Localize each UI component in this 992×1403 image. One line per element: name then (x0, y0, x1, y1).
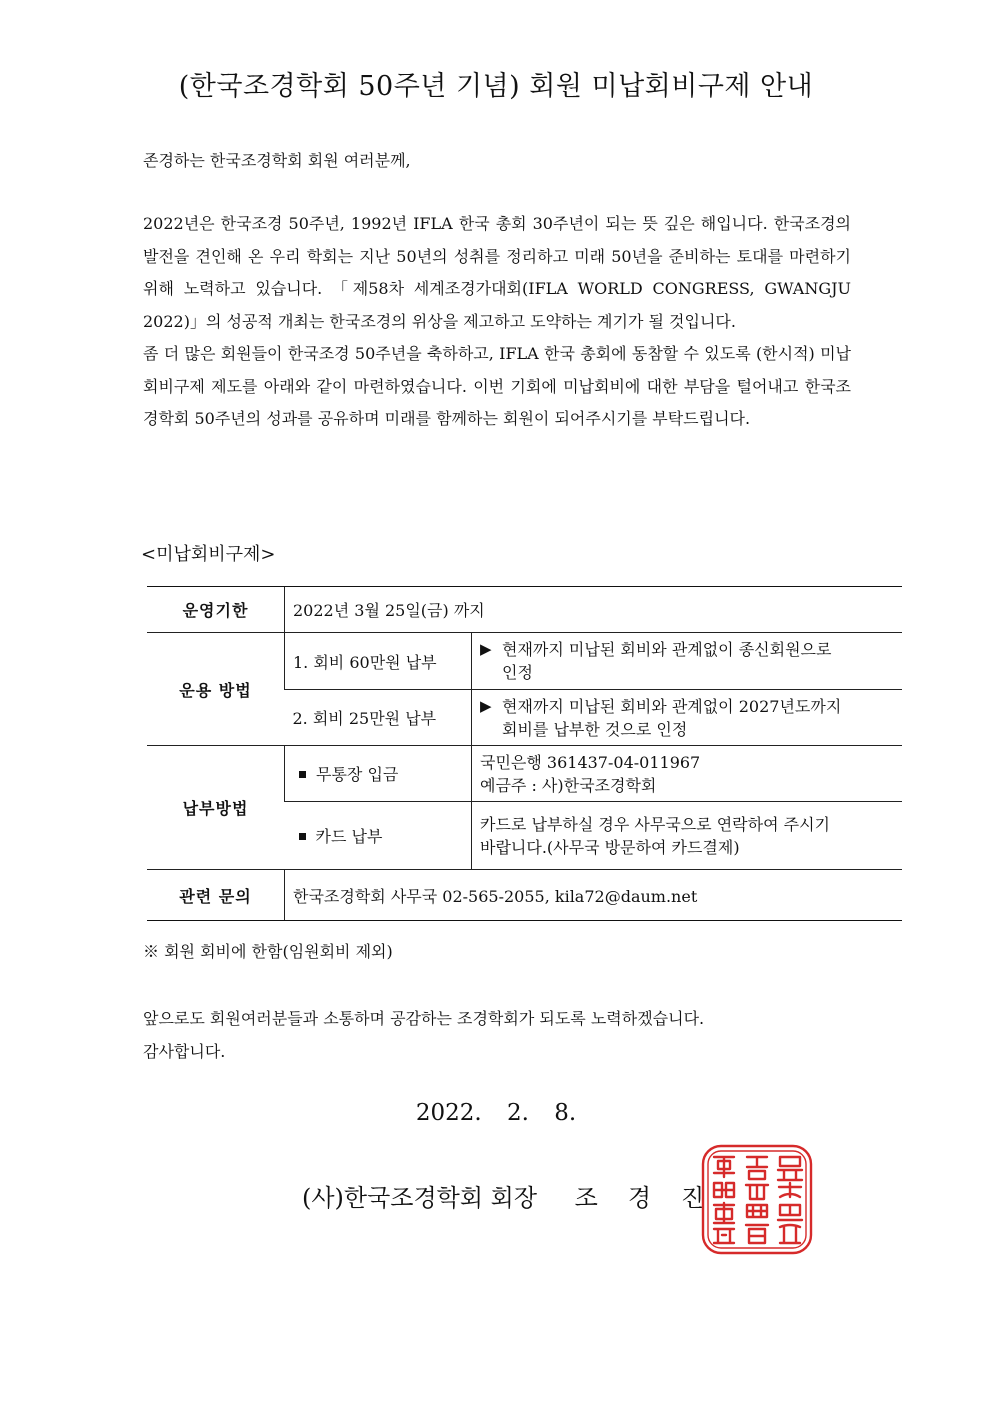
table-row-payment-1 (147, 746, 902, 802)
square-bullet-icon (299, 771, 306, 778)
payment-method-2-label: 카드 납부 (315, 827, 383, 846)
body-text (143, 208, 851, 436)
usage-method-1: 1. 회비 60만원 납부 (285, 633, 472, 690)
paragraph-2: 좀 더 많은 회원들이 한국조경 50주년을 축하하고, IFLA 한국 총회에 동참할 수 있도록 (한시적) 미납회비구제 제도를 아래와 같이 마련하였습니다. 이번 기회에 미납회비에 대한 부담을 털어내고 한국조경학회 50주년의 성과를 공유하며 미래를 함께하는 회원이 되어주시기를 부탁드립니다. (143, 344, 851, 428)
usage-label: 운용 방법 (147, 633, 285, 746)
closing-line-1: 앞으로도 회원여러분들과 소통하며 공감하는 조경학회가 되도록 노력하겠습니다. (143, 1009, 705, 1028)
info-table (147, 586, 902, 921)
signature-line (302, 1178, 704, 1213)
payment-method-1 (285, 746, 472, 802)
usage-desc-1-line2: 인정 (502, 663, 533, 682)
contact-label: 관련 문의 (147, 870, 285, 921)
greeting: 존경하는 한국조경학회 회원 여러분께, (143, 151, 411, 170)
table-row-contact (147, 870, 902, 921)
period-value: 2022년 3월 25일(금) 까지 (285, 587, 903, 633)
usage-desc-1 (472, 633, 903, 690)
period-label: 운영기한 (147, 587, 285, 633)
usage-method-2: 2. 회비 25만원 납부 (285, 690, 472, 746)
closing-line-2: 감사합니다. (143, 1042, 226, 1061)
document-date: 2022. 2. 8. (415, 1100, 577, 1126)
payment-method-1-label: 무통장 입금 (316, 765, 399, 784)
page-title: (한국조경학회 50주년 기념) 회원 미납회비구제 안내 (178, 71, 814, 102)
play-arrow-icon: ▶ (480, 696, 492, 715)
section-heading: <미납회비구제> (141, 544, 276, 565)
usage-desc-2-line1: 현재까지 미납된 회비와 관계없이 2027년도까지 (502, 696, 842, 716)
footnote: ※ 회원 회비에 한함(임원회비 제외) (143, 942, 393, 961)
payment-desc-2-line1: 카드로 납부하실 경우 사무국으로 연락하여 주시기 (480, 814, 831, 834)
table-row-usage-1 (147, 633, 902, 690)
table-row-period (147, 587, 902, 633)
play-arrow-icon: ▶ (480, 640, 492, 658)
usage-desc-1-line1: 현재까지 미납된 회비와 관계없이 종신회원으로 (502, 640, 832, 659)
closing-text (143, 1002, 704, 1068)
payment-label: 납부방법 (147, 746, 285, 870)
square-bullet-icon (299, 833, 306, 840)
payment-desc-1-line1: 국민은행 361437-04-011967 (480, 752, 701, 772)
signer-name-char-1: 조 (574, 1184, 598, 1212)
official-seal-icon (700, 1143, 814, 1256)
usage-desc-2-line2: 회비를 납부한 것으로 인정 (502, 719, 688, 739)
signer-name-char-3: 진 (681, 1184, 705, 1212)
payment-method-2 (285, 802, 472, 870)
signer-org: (사)한국조경학회 회장 (302, 1184, 538, 1212)
payment-desc-1-line2: 예금주 : 사)한국조경학회 (480, 775, 657, 795)
payment-desc-2-line2: 바랍니다.(사무국 방문하여 카드결제) (480, 837, 740, 857)
paragraph-1: 2022년은 한국조경 50주년, 1992년 IFLA 한국 총회 30주년이 되는 뜻 깊은 해입니다. 한국조경의 발전을 견인해 온 우리 학회는 지난 50년의 성취를 정리하고 미래 50년을 준비하는 토대를 마련하기 위해 노력하고 있습니다. 「제58차 세계조경가대회(IFLA WORLD CONGRESS, GWANGJU 2022)」의 성공적 개최는 한국조경의 위상을 제고하고 도약하는 계기가 될 것입니다. (143, 214, 851, 331)
signer-name-char-2: 경 (627, 1184, 652, 1212)
payment-desc-1 (472, 746, 903, 802)
payment-desc-2 (472, 802, 903, 870)
usage-desc-2 (472, 690, 903, 746)
contact-value: 한국조경학회 사무국 02-565-2055, kila72@daum.net (285, 870, 903, 921)
